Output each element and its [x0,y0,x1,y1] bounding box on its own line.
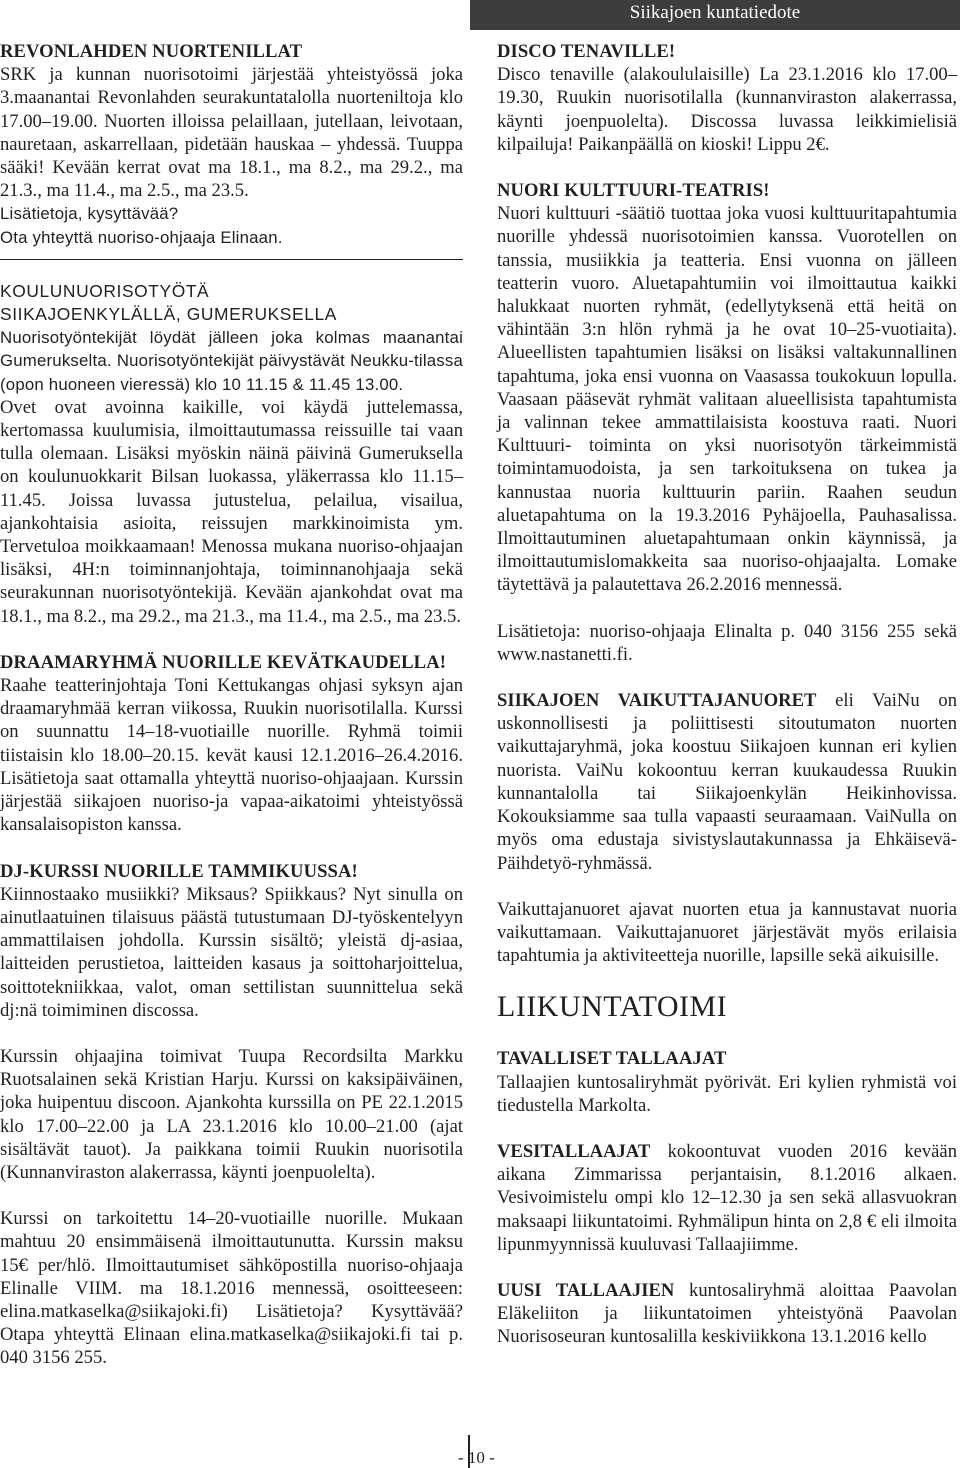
spacer [0,628,463,651]
koulu-heading-2: SIIKAJOENKYLÄLLÄ, GUMERUKSELLA [0,304,337,325]
teatteri-heading: NUORI KULTTUURI-TEATRIS! [497,180,770,202]
teatteri-info: Lisätietoja: nuoriso-ohjaaja Elinalta p. 040 3156 255 sekä www.nastanetti.fi. [497,620,957,665]
revonlahti-info-contact: Ota yhteyttä nuoriso-ohjaaja Elinaan. [0,227,283,247]
dj-body-3: Kurssi on tarkoitettu 14–20-vuotiaille nuorille. Mukaan mahtuu 20 ensimmäisenä ilmoittautunutta. Kurssin maksu 15€ per/hlö. Ilmoittautumiset sähköpostilla nuoriso-ohjaaja Elinalle VIIM. ma 18.1.2016 mennessä, osoitteeseen: elina.matkaselka@siikajoki.fi) Lisätietoja? Kysyttävää? Otapa yhteyttä Elinaan elina.matkaselka@siikajoki.fi tai p. 040 3156 255. [0,1208,463,1369]
section-divider [0,259,463,260]
draama-heading: DRAAMARYHMÄ NUORILLE KEVÄTKAUDELLA! [0,651,447,673]
revonlahti-body: SRK ja kunnan nuorisotoimi järjestää yhteistyössä joka 3.maanantai Revonlahden seurakuntatalolla nuorteniltoja klo 17.00–19.00. Nuorten illoissa pelaillaan, jutellaan, leivotaan, nauretaan, askarrellaan, pidetään hauskaa – yhdessä. Tuuppa sääki! Kevään kerrat ovat ma 18.1., ma 8.2., ma 29.2., ma 21.3., ma 11.4., ma 2.5., ma 23.5. [0,64,463,202]
koulu-body: Ovet ovat avoinna kaikille, voi käydä juttelemassa, kertomassa kuulumisia, ilmoittautumassa reissuille tai vaan tulla olemaan. Lisäksi myöskin näinä päivinä Gumeruksella on koulunuokkarit Bilsan luokassa, yläkerrassa klo 11.15–11.45. Joissa luvassa jutustelua, pelailua, visailua, ajankohtaisia asioita, reissujen markkinoimista ym. Tervetuloa moikkaamaan! Menossa mukana nuoriso-ohjaajan lisäksi, 4H:n toiminnanjohtaja, toiminnanohjaaja sekä seurakunnan nuorisotyöntekijä. Kevään ajankohdat ovat ma 18.1., ma 8.2., ma 29.2., ma 21.3., ma 11.4., ma 2.5., ma 23.5. [0,396,463,627]
spacer [497,1256,957,1279]
vainu-body-2: Vaikuttajanuoret ajavat nuorten etua ja kannustavat nuoria vaikuttamaan. Vaikuttajanuoret järjestävät myös erilaisia tapahtumia ja aktiviteetteja nuorille, lapsille sekä aikuisille. [497,898,957,967]
draama-body: Raahe teatterinjohtaja Toni Kettukangas ohjasi syksyn ajan draamaryhmää kerran viikossa, Ruukin nuorisotilalla. Kurssi on suunnattu 14–18-vuotiaille nuorille. Ryhmä toimii tiistaisin klo 18.00–20.15. kevät kausi 12.1.2016–26.4.2016. Lisätietoja saat ottamalla yhteyttä nuoriso-ohjaajaan. Kurssin järjestää siikajoen nuoriso-ja vapaa-aikatoimi yhteistyössä kansalaisopiston kanssa. [0,675,463,836]
header-title: Siikajoen kuntatiedote [629,2,801,23]
spacer [497,666,957,689]
spacer [497,1024,957,1047]
spacer [497,875,957,898]
dj-body: Kiinnostaako musiikki? Miksaus? Spiikkaus? Nyt sinulla on ainutlaatuinen tilaisuus päästä tutustumaan DJ-työskentelyyn ammattilaisen johdolla. Kurssin sisältö; yleistä dj-asiaa, laitteiden perustietoa, laitteiden kasaus ja soittoharjoittelua, soittotekniikkaa, valot, oman settilistan suunnittelua sekä dj:nä toimiminen discossa. [0,883,463,1021]
tallaajat-body: Tallaajien kuntosaliryhmät pyörivät. Eri kylien ryhmistä voi tiedustella Markolta. [497,1071,957,1116]
vainu-lead: SIIKAJOEN VAIKUTTAJANUORET [497,690,817,712]
vesitallaajat-lead: VESITALLAAJAT [497,1140,651,1162]
header-bar [470,0,960,30]
spacer [0,837,463,860]
vainu-paragraph [497,689,957,875]
dj-body-2: Kurssin ohjaajina toimivat Tuupa Recordsilta Markku Ruotsalainen sekä Kristian Harju. Kurssi on kaksipäiväinen, joka huipentuu discoon. Ajankohta kurssilla on PE 22.1.2015 klo 17.00–22.00 ja LA 23.1.2016 klo 10.00–21.00 (ajat sisältävät tauot). Ja paikkana toimii Ruukin nuorisotila (Kunnanviraston alakerrassa, käynti joenpuolelta). [0,1045,463,1183]
disco-heading: DISCO TENAVILLE! [497,41,676,62]
tallaajat-heading: TAVALLISET TALLAAJAT [497,1048,727,1070]
uusi-tallaajien-paragraph [497,1279,957,1349]
koulu-body-sans: Nuorisotyöntekijät löydät jälleen joka kolmas maanantai Gumerukselta. Nuorisotyöntekijät päivystävät Neukku-tilassa (opon huoneen vieressä) klo 10 11.15 & 11.45 13.00. [0,328,463,394]
revonlahti-info-question: Lisätietoja, kysyttävää? [0,204,179,224]
uusi-tallaajien-body: kuntosaliryhmä aloittaa Paavolan Eläkeliiton ja liikuntatoimen yhteistyönä Paavolan Nuorisoseuran kuntosalilla keskiviikkona 13.1.2016 kello [497,1279,957,1348]
spacer [0,1184,463,1207]
koulu-heading-1: KOULUNUORISOTYÖTÄ [0,280,210,301]
spacer [497,597,957,620]
disco-body: Disco tenaville (alakoululaisille) La 23.1.2016 klo 17.00–19.30, Ruukin nuorisotilalla (kunnanviraston alakerrassa, käynti joenpuolelta). Discossa luvassa leikkimielisiä kilpailuja! Paikanpäällä on kioski! Lippu 2€. [497,64,957,155]
uusi-tallaajien-lead: UUSI TALLAAJIEN [497,1279,675,1301]
spacer [0,1022,463,1045]
vainu-body: eli VaiNu on uskonnollisesti ja poliittisesti sitoutumaton nuorten vaikuttajaryhmä, joka koostuu Siikajoen kunnan eri kylien nuorista. VaiNu kokoontuu kerran kuukaudessa Ruukin kunnantalolla tai Siikajoenkylän Heikinhovissa. Kokouksiamme saa tulla vapaasti seuraamaan. VaiNulla on myös oma edustaja sivistyslautakunnassa ja Ehkäisevä-Päihdetyö-ryhmässä. [497,690,957,874]
revonlahti-heading: REVONLAHDEN NUORTENILLAT [0,41,303,62]
liikunta-heading: LIIKUNTATOIMI [497,990,728,1024]
vesitallaajat-paragraph [497,1140,957,1256]
teatteri-body: Nuori kulttuuri -säätiö tuottaa joka vuosi kulttuuritapahtumia nuorille yhdessä nuorisotoimien kanssa. Vuorotellen on tanssia, musiikkia ja teatteria. Ensi vuonna on jälleen teatterin vuoro. Aluetapahtumiin voi ilmoittautua kaikki halukkaat nuorten ryhmät, (edellytyksenä että heitä on vähintään 3:n hlön ryhmä ja he ovat 10–25-vuotiaita). Alueellisten tapahtumien lisäksi on lisäksi valtakunnallinen tapahtuma, joka ensi vuonna on Vaasassa toukokuun lopulla. Vaasaan pääsevät ryhmät valitaan alueellisista tapahtumista ja valinnan tekee ammattilaisista koostuva raati. Nuori Kulttuuri- toiminta on yksi nuorisotyön tärkeimmistä toimintamuodoista, ja sen tarkoituksena on tukea ja kannustaa nuoria kulttuurin pariin. Raahen seudun aluetapahtuma on la 19.3.2016 Pyhäjoella, Pauhasalissa. Ilmoittautuminen aluetapahtumaan onkin käynnissä, ja ilmoittautumislomakkeita saa nuoriso-ohjaajalta. Lomake täytettävä ja palautettava 26.2.2016 mennessä. [497,203,957,596]
right-column [497,40,957,1349]
spacer [497,1117,957,1140]
left-column [0,40,463,1370]
dj-heading: DJ-KURSSI NUORILLE TAMMIKUUSSA! [0,860,358,882]
vesitallaajat-body: kokoontuvat vuoden 2016 kevään aikana Zimmarissa perjantaisin, 8.1.2016 alkaen. Vesivoimistelu ompi klo 12–12.30 ja sen sekä allasvuokran maksaapi liikuntatoimi. Ryhmälipun hinta on 2,8 € eli ilmoita lipunmyynnissä kuuluvasi Tallaajiimme. [497,1140,957,1255]
page-number: - 10 - [458,1448,495,1467]
spacer [497,156,957,179]
spacer [497,967,957,990]
